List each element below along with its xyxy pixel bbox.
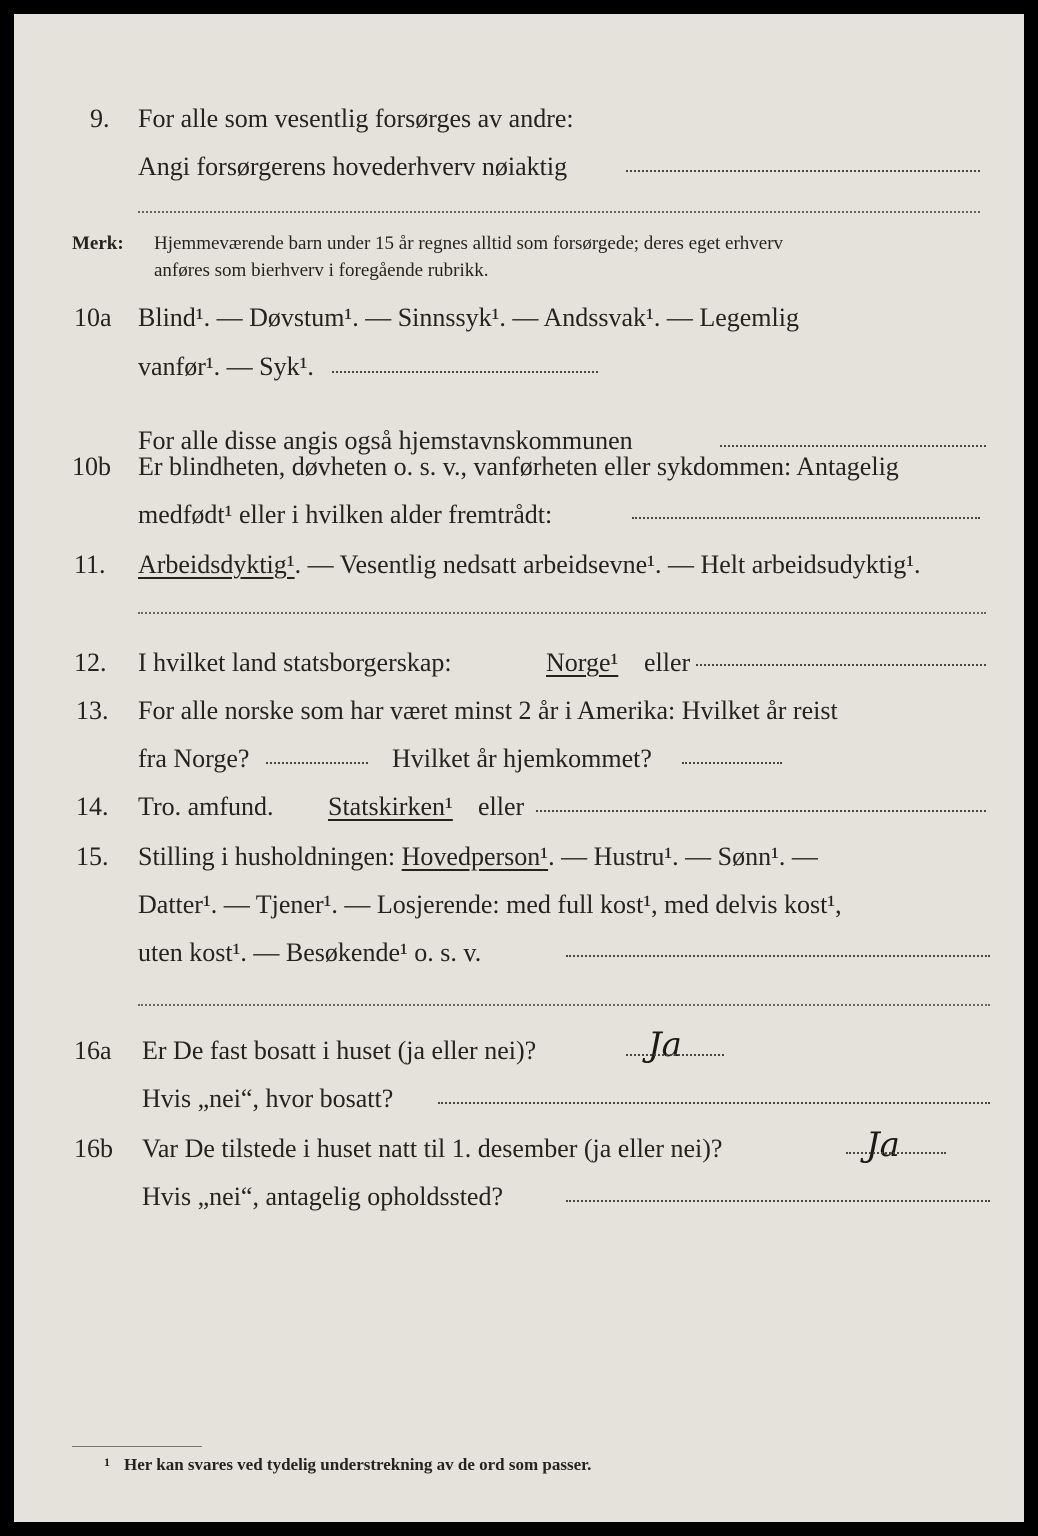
question-10b-answer-field[interactable]	[632, 517, 980, 519]
question-12-text: I hvilket land statsborgerskap:	[138, 648, 452, 677]
question-11-answer-field[interactable]	[138, 612, 986, 614]
option-statskirken[interactable]: Statskirken¹	[328, 792, 453, 821]
question-14-number: 14.	[76, 792, 109, 821]
question-16b-text-2: Hvis „nei“, antagelig opholdssted?	[142, 1182, 504, 1211]
option-norge[interactable]: Norge¹	[546, 648, 619, 677]
question-16a-answer-line	[626, 1054, 724, 1056]
question-9-text: For alle som vesentlig forsørges av andre:	[138, 104, 574, 133]
question-15-text	[138, 844, 818, 870]
question-15-text-2: Datter¹. — Tjener¹. — Losjerende: med full kost¹, med delvis kost¹,	[138, 890, 842, 919]
question-15-label: Stilling i husholdningen:	[138, 842, 396, 871]
option-hovedperson[interactable]: Hovedperson¹	[401, 842, 549, 871]
question-15-answer-field[interactable]	[566, 955, 990, 957]
question-13-returned-label: Hvilket år hjemkommet?	[392, 744, 652, 773]
question-14-text: Tro. amfund.	[138, 792, 274, 821]
note-text: Hjemmeværende barn under 15 år regnes alltid som forsørgede; deres eget erhverv	[154, 233, 784, 254]
question-9-answer-field[interactable]	[626, 170, 980, 172]
question-10a-sick-field[interactable]	[332, 371, 598, 373]
question-16a-text: Er De fast bosatt i huset (ja eller nei)?	[142, 1036, 537, 1065]
note-text-2: anføres som bierhverv i foregående rubrikk.	[154, 260, 489, 281]
question-11-number: 11.	[74, 550, 106, 579]
question-14-or: eller	[478, 792, 525, 821]
question-10a-text-3: For alle disse angis også hjemstavnskommunen	[138, 426, 633, 455]
question-10b-number: 10b	[72, 452, 111, 481]
question-10a-home-municipality-field[interactable]	[720, 445, 986, 447]
question-13-text: For alle norske som har været minst 2 år i Amerika: Hvilket år reist	[138, 696, 838, 725]
question-16b-handwritten-answer[interactable]: Ja	[866, 1125, 900, 1165]
option-arbeidsdyktig[interactable]: Arbeidsdyktig¹	[138, 550, 295, 579]
question-10b-text: Er blindheten, døvheten o. s. v., vanførheten eller sykdommen: Antagelig	[138, 452, 899, 481]
question-9-answer-field-2[interactable]	[138, 211, 980, 213]
question-15-options: . — Hustru¹. — Sønn¹. —	[548, 842, 818, 871]
question-12-answer-field[interactable]	[696, 664, 986, 666]
question-12-or: eller	[644, 648, 691, 677]
question-12-number: 12.	[74, 648, 107, 677]
question-15-answer-field-2[interactable]	[138, 1004, 990, 1006]
note-label: Merk:	[72, 233, 124, 254]
question-13-departed-label: fra Norge?	[138, 744, 250, 773]
question-16a-text-2: Hvis „nei“, hvor bosatt?	[142, 1084, 394, 1113]
question-11-options: . — Vesentlig nedsatt arbeidsevne¹. — Helt arbeidsudyktig¹.	[294, 550, 921, 579]
footnote-mark: 1	[104, 1455, 110, 1469]
question-16b-text: Var De tilstede i huset natt til 1. desember (ja eller nei)?	[142, 1134, 723, 1163]
footnote-divider	[72, 1446, 202, 1447]
question-13-returned-field[interactable]	[682, 762, 782, 764]
question-10b-text-2: medfødt¹ eller i hvilken alder fremtrådt:	[138, 500, 553, 529]
question-10a-number: 10a	[74, 303, 112, 332]
question-15-number: 15.	[76, 842, 109, 871]
question-13-number: 13.	[76, 696, 109, 725]
question-14-answer-field[interactable]	[536, 810, 986, 812]
question-16a-number: 16a	[74, 1036, 112, 1065]
footnote-text: Her kan svares ved tydelig understrekning av de ord som passer.	[124, 1455, 592, 1474]
question-10a-text: Blind¹. — Døvstum¹. — Sinnssyk¹. — Andssvak¹. — Legemlig	[138, 303, 799, 332]
question-13-departed-field[interactable]	[266, 762, 368, 764]
question-9-number: 9.	[90, 104, 110, 133]
question-16b-number: 16b	[74, 1134, 113, 1163]
question-11-text	[138, 552, 921, 578]
question-16a-handwritten-answer[interactable]: Ja	[648, 1025, 682, 1065]
question-10a-text-2: vanfør¹. — Syk¹.	[138, 352, 314, 381]
question-16a-residence-field[interactable]	[438, 1102, 990, 1104]
question-16b-answer-line	[846, 1152, 946, 1154]
question-9-text-2: Angi forsørgerens hovederhverv nøiaktig	[138, 152, 568, 181]
form-page	[14, 14, 1024, 1522]
question-15-text-3: uten kost¹. — Besøkende¹ o. s. v.	[138, 938, 482, 967]
question-16b-location-field[interactable]	[566, 1200, 990, 1202]
